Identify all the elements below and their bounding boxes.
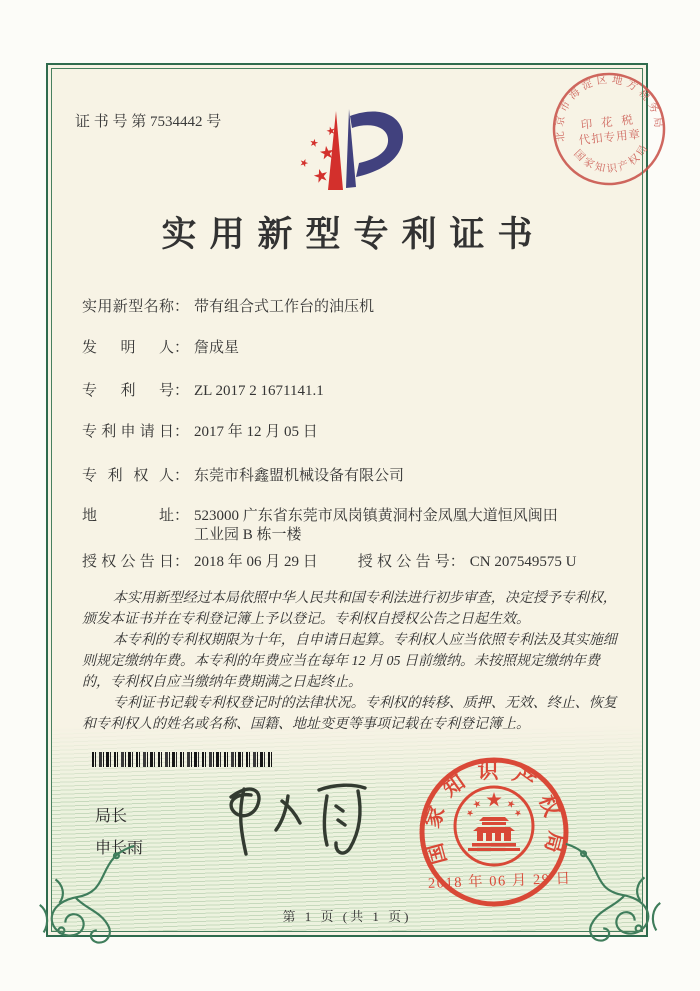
field-value: 2017 年 12 月 05 日 bbox=[194, 424, 318, 440]
field-row-patentee bbox=[82, 466, 627, 486]
field-row-name bbox=[82, 297, 627, 317]
colon: ： bbox=[449, 554, 465, 570]
cnipa-logo-icon bbox=[290, 100, 410, 200]
field-value: 詹成星 bbox=[194, 340, 240, 356]
colon: ： bbox=[174, 468, 190, 484]
colon: ： bbox=[174, 424, 190, 440]
field-row-grant bbox=[82, 552, 627, 572]
signer-title: 局长 bbox=[95, 808, 128, 825]
field-label: 地址 bbox=[82, 508, 174, 524]
field-list bbox=[82, 297, 627, 593]
field-value: ZL 2017 2 1671141.1 bbox=[194, 383, 324, 399]
colon: ： bbox=[174, 383, 190, 399]
field-label: 专利申请日 bbox=[82, 424, 174, 440]
signature-icon bbox=[210, 770, 380, 865]
colon: ： bbox=[174, 340, 190, 356]
flourish-ornament-icon bbox=[26, 840, 144, 958]
field-row-address bbox=[82, 507, 627, 545]
field-value: 523000 广东省东莞市凤岗镇黄洞村金凤凰大道恒风闽田 bbox=[194, 508, 558, 524]
field-value-line2: 工业园 B 栋一楼 bbox=[194, 527, 302, 543]
paragraph-2: 本专利的专利权期限为十年，自申请日起算。专利权人应当依照专利法及其实施细则规定缴纳年费。本专利的年费应当在每年 12 月 05 日前缴纳。未按照规定缴纳年费的，专利权自应当缴纳年费期满之日起终止。 bbox=[82, 633, 617, 690]
stamp-arc-bottom-text: 国家知识产权局 bbox=[571, 141, 652, 176]
stamp-line2: 代扣专用章 bbox=[578, 128, 642, 148]
certificate-number: 证 书 号 第 7534442 号 bbox=[75, 114, 222, 130]
paragraph-3: 专利证书记载专利权登记时的法律状况。专利权的转移、质押、无效、终止、恢复和专利权人的姓名或名称、国籍、地址变更等事项记载在专利登记簿上。 bbox=[82, 696, 617, 732]
certificate-border-frame bbox=[46, 63, 664, 937]
field-label: 授权公告号 bbox=[357, 554, 450, 570]
colon: ： bbox=[174, 508, 190, 524]
colon: ： bbox=[174, 554, 190, 570]
tax-stamp-seal bbox=[545, 58, 677, 202]
barcode bbox=[92, 752, 273, 767]
field-value: 带有组合式工作台的油压机 bbox=[194, 299, 375, 315]
signer-name: 申长雨 bbox=[95, 840, 144, 857]
colon: ： bbox=[174, 299, 190, 315]
field-value: 东莞市科鑫盟机械设备有限公司 bbox=[194, 468, 405, 484]
field-row-patent-no bbox=[82, 381, 627, 401]
field-label: 专利号 bbox=[82, 383, 174, 399]
paragraph-1: 本实用新型经过本局依照中华人民共和国专利法进行初步审查，决定授予专利权，颁发本证书并在专利登记簿上予以登记。专利权自授权公告之日起生效。 bbox=[82, 591, 617, 627]
field-value: CN 207549575 U bbox=[469, 554, 577, 570]
field-label: 实用新型名称 bbox=[82, 299, 174, 315]
seal-date: 2018 年 06 月 29 日 bbox=[427, 870, 572, 892]
national-emblem-icon bbox=[455, 787, 533, 865]
field-label: 发明人 bbox=[82, 340, 174, 356]
field-value: 2018 年 06 月 29 日 bbox=[194, 554, 318, 570]
stamp-arc-top-text: 北京市海淀区地方税务局 bbox=[554, 74, 664, 143]
seal-arc-text: 国家知识产权局 bbox=[419, 758, 569, 868]
stamp-line1: 印 花 税 bbox=[580, 114, 637, 132]
field-row-filing-date bbox=[82, 422, 627, 442]
page-number: 第 1 页 (共 1 页) bbox=[282, 909, 412, 924]
flourish-ornament-icon bbox=[556, 838, 674, 956]
field-row-inventor bbox=[82, 338, 627, 358]
field-label: 授权公告日 bbox=[82, 554, 174, 570]
legal-text bbox=[82, 588, 622, 735]
field-label: 专利权人 bbox=[82, 468, 174, 484]
certificate-title: 实用新型专利证书 bbox=[161, 215, 546, 254]
